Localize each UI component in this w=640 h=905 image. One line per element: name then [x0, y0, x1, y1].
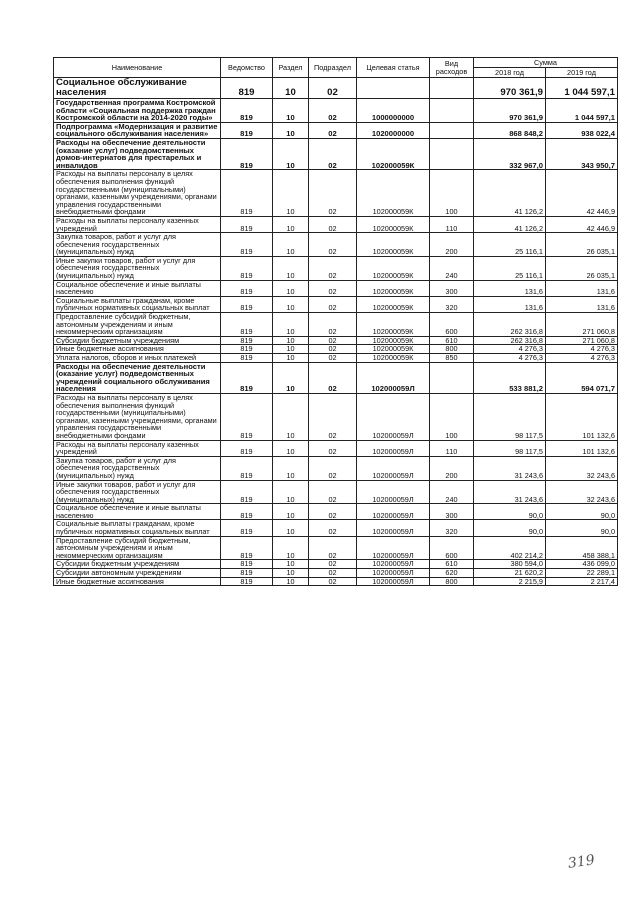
row-section-cell: 10 [273, 456, 309, 480]
row-2019-cell: 26 035,1 [546, 256, 618, 280]
row-target-cell: 102000059К [357, 170, 430, 217]
row-target-cell: 102000059К [357, 296, 430, 312]
row-kind-cell: 320 [430, 296, 474, 312]
row-name-cell: Иные закупки товаров, работ и услуг для обеспечения государственных (муниципальных) нужд [54, 480, 221, 504]
row-kind-cell: 600 [430, 536, 474, 560]
row-2019-cell: 458 388,1 [546, 536, 618, 560]
row-subsection-cell: 02 [309, 78, 357, 99]
row-subsection-cell: 02 [309, 480, 357, 504]
table-row [54, 520, 618, 536]
row-target-cell: 1020000000 [357, 122, 430, 138]
row-name-cell: Расходы на выплаты персоналу в целях обеспечения выполнения функций государственными (муниципальными) органами, казенными учреждениями, органами управления государственными внебюджетными фондами [54, 393, 221, 440]
row-name-cell: Уплата налогов, сборов и иных платежей [54, 354, 221, 363]
row-kind-cell: 620 [430, 569, 474, 578]
row-dept-cell: 819 [221, 520, 273, 536]
row-name-cell: Социальные выплаты гражданам, кроме публичных нормативных социальных выплат [54, 296, 221, 312]
row-2019-cell: 436 099,0 [546, 560, 618, 569]
row-target-cell: 102000059К [357, 280, 430, 296]
row-2019-cell: 271 060,8 [546, 313, 618, 337]
row-target-cell: 102000059Л [357, 480, 430, 504]
row-subsection-cell: 02 [309, 569, 357, 578]
row-subsection-cell: 02 [309, 256, 357, 280]
col-2018-header: 2018 год [474, 68, 546, 78]
table-row [54, 233, 618, 257]
table-row [54, 504, 618, 520]
row-subsection-cell: 02 [309, 296, 357, 312]
row-dept-cell: 819 [221, 138, 273, 169]
row-2019-cell: 131,6 [546, 280, 618, 296]
table-row [54, 536, 618, 560]
row-kind-cell: 300 [430, 504, 474, 520]
row-section-cell: 10 [273, 256, 309, 280]
row-target-cell: 102000059К [357, 313, 430, 337]
row-name-cell: Иные бюджетные ассигнования [54, 345, 221, 354]
row-target-cell: 102000059Л [357, 577, 430, 586]
row-dept-cell: 819 [221, 99, 273, 123]
row-dept-cell: 819 [221, 456, 273, 480]
row-2018-cell: 4 276,3 [474, 345, 546, 354]
col-name-header: Наименование [54, 58, 221, 78]
row-subsection-cell: 02 [309, 122, 357, 138]
row-2018-cell: 41 126,2 [474, 170, 546, 217]
row-target-cell: 102000059Л [357, 504, 430, 520]
row-subsection-cell: 02 [309, 138, 357, 169]
col-subsection-header: Подраздел [309, 58, 357, 78]
row-kind-cell: 200 [430, 456, 474, 480]
row-kind-cell: 610 [430, 336, 474, 345]
row-subsection-cell: 02 [309, 560, 357, 569]
row-2019-cell: 90,0 [546, 520, 618, 536]
row-section-cell: 10 [273, 216, 309, 232]
row-dept-cell: 819 [221, 504, 273, 520]
row-2019-cell: 22 289,1 [546, 569, 618, 578]
row-name-cell: Иные закупки товаров, работ и услуг для обеспечения государственных (муниципальных) нужд [54, 256, 221, 280]
row-name-cell: Государственная программа Костромской области «Социальная поддержка граждан Костромской области на 2014-2020 годы» [54, 99, 221, 123]
col-target-header: Целевая статья [357, 58, 430, 78]
row-subsection-cell: 02 [309, 170, 357, 217]
row-target-cell: 1000000000 [357, 99, 430, 123]
row-dept-cell: 819 [221, 78, 273, 99]
row-kind-cell: 100 [430, 393, 474, 440]
row-2019-cell: 101 132,6 [546, 393, 618, 440]
row-dept-cell: 819 [221, 440, 273, 456]
row-dept-cell: 819 [221, 480, 273, 504]
row-section-cell: 10 [273, 296, 309, 312]
row-section-cell: 10 [273, 280, 309, 296]
row-target-cell: 102000059К [357, 233, 430, 257]
row-2018-cell: 21 620,2 [474, 569, 546, 578]
row-2019-cell: 271 060,8 [546, 336, 618, 345]
row-section-cell: 10 [273, 480, 309, 504]
row-2019-cell: 101 132,6 [546, 440, 618, 456]
table-row [54, 216, 618, 232]
row-name-cell: Закупка товаров, работ и услуг для обеспечения государственных (муниципальных) нужд [54, 456, 221, 480]
row-section-cell: 10 [273, 354, 309, 363]
row-name-cell: Социальное обслуживание населения [54, 78, 221, 99]
row-target-cell: 102000059К [357, 138, 430, 169]
row-kind-cell [430, 362, 474, 393]
row-section-cell: 10 [273, 138, 309, 169]
row-kind-cell: 800 [430, 345, 474, 354]
row-section-cell: 10 [273, 99, 309, 123]
row-2019-cell: 32 243,6 [546, 456, 618, 480]
row-section-cell: 10 [273, 122, 309, 138]
row-kind-cell: 300 [430, 280, 474, 296]
row-kind-cell: 240 [430, 480, 474, 504]
row-dept-cell: 819 [221, 233, 273, 257]
row-section-cell: 10 [273, 313, 309, 337]
row-name-cell: Предоставление субсидий бюджетным, автономным учреждениям и иным некоммерческим организациям [54, 536, 221, 560]
row-subsection-cell: 02 [309, 393, 357, 440]
row-2019-cell: 4 276,3 [546, 345, 618, 354]
table-row [54, 256, 618, 280]
row-2018-cell: 98 117,5 [474, 393, 546, 440]
row-section-cell: 10 [273, 362, 309, 393]
row-2019-cell: 938 022,4 [546, 122, 618, 138]
row-dept-cell: 819 [221, 569, 273, 578]
row-section-cell: 10 [273, 577, 309, 586]
table-header [54, 58, 618, 78]
budget-table [53, 57, 618, 586]
table-row [54, 456, 618, 480]
row-kind-cell [430, 138, 474, 169]
row-kind-cell [430, 122, 474, 138]
row-section-cell: 10 [273, 170, 309, 217]
table-row [54, 122, 618, 138]
row-name-cell: Подпрограмма «Модернизация и развитие социального обслуживания населения» [54, 122, 221, 138]
row-subsection-cell: 02 [309, 520, 357, 536]
row-2018-cell: 31 243,6 [474, 480, 546, 504]
row-2018-cell: 90,0 [474, 520, 546, 536]
row-target-cell: 102000059К [357, 345, 430, 354]
row-section-cell: 10 [273, 536, 309, 560]
row-target-cell: 102000059Л [357, 362, 430, 393]
table-row [54, 78, 618, 99]
row-target-cell: 102000059Л [357, 440, 430, 456]
row-name-cell: Социальные выплаты гражданам, кроме публичных нормативных социальных выплат [54, 520, 221, 536]
table-row [54, 393, 618, 440]
row-target-cell: 102000059Л [357, 536, 430, 560]
row-section-cell: 10 [273, 569, 309, 578]
row-dept-cell: 819 [221, 536, 273, 560]
row-name-cell: Иные бюджетные ассигнования [54, 577, 221, 586]
row-target-cell: 102000059Л [357, 456, 430, 480]
row-section-cell: 10 [273, 504, 309, 520]
row-kind-cell: 110 [430, 216, 474, 232]
table-row [54, 280, 618, 296]
row-target-cell [357, 78, 430, 99]
row-2019-cell: 131,6 [546, 296, 618, 312]
row-name-cell: Социальное обеспечение и иные выплаты населению [54, 504, 221, 520]
row-kind-cell: 240 [430, 256, 474, 280]
table-row [54, 354, 618, 363]
budget-page [53, 57, 617, 586]
row-name-cell: Расходы на выплаты персоналу казенных учреждений [54, 216, 221, 232]
row-2019-cell: 32 243,6 [546, 480, 618, 504]
row-dept-cell: 819 [221, 256, 273, 280]
row-2018-cell: 2 215,9 [474, 577, 546, 586]
row-name-cell: Субсидии бюджетным учреждениям [54, 336, 221, 345]
row-section-cell: 10 [273, 440, 309, 456]
row-dept-cell: 819 [221, 296, 273, 312]
row-2019-cell: 1 044 597,1 [546, 78, 618, 99]
row-dept-cell: 819 [221, 560, 273, 569]
row-2019-cell: 1 044 597,1 [546, 99, 618, 123]
row-2018-cell: 41 126,2 [474, 216, 546, 232]
table-row [54, 480, 618, 504]
row-2018-cell: 25 116,1 [474, 233, 546, 257]
row-section-cell: 10 [273, 345, 309, 354]
row-2018-cell: 868 848,2 [474, 122, 546, 138]
row-name-cell: Расходы на обеспечение деятельности (оказание услуг) подведомственных домов-интернатов для престарелых и инвалидов [54, 138, 221, 169]
col-dept-header: Ведомство [221, 58, 273, 78]
row-2019-cell: 26 035,1 [546, 233, 618, 257]
row-kind-cell [430, 99, 474, 123]
row-subsection-cell: 02 [309, 216, 357, 232]
row-section-cell: 10 [273, 520, 309, 536]
row-kind-cell: 200 [430, 233, 474, 257]
row-target-cell: 102000059К [357, 336, 430, 345]
row-2018-cell: 533 881,2 [474, 362, 546, 393]
row-subsection-cell: 02 [309, 362, 357, 393]
row-2018-cell: 131,6 [474, 280, 546, 296]
row-2018-cell: 970 361,9 [474, 78, 546, 99]
row-kind-cell: 610 [430, 560, 474, 569]
row-2019-cell: 4 276,3 [546, 354, 618, 363]
row-dept-cell: 819 [221, 362, 273, 393]
row-name-cell: Субсидии бюджетным учреждениям [54, 560, 221, 569]
table-row [54, 569, 618, 578]
row-dept-cell: 819 [221, 313, 273, 337]
row-target-cell: 102000059К [357, 216, 430, 232]
row-subsection-cell: 02 [309, 440, 357, 456]
page-number: 319 [567, 852, 596, 872]
row-2019-cell: 2 217,4 [546, 577, 618, 586]
row-dept-cell: 819 [221, 577, 273, 586]
row-2018-cell: 332 967,0 [474, 138, 546, 169]
col-2019-header: 2019 год [546, 68, 618, 78]
row-subsection-cell: 02 [309, 233, 357, 257]
row-section-cell: 10 [273, 393, 309, 440]
row-subsection-cell: 02 [309, 354, 357, 363]
row-kind-cell: 110 [430, 440, 474, 456]
table-row [54, 99, 618, 123]
row-subsection-cell: 02 [309, 313, 357, 337]
row-section-cell: 10 [273, 78, 309, 99]
row-subsection-cell: 02 [309, 280, 357, 296]
row-name-cell: Субсидии автономным учреждениям [54, 569, 221, 578]
row-2018-cell: 970 361,9 [474, 99, 546, 123]
row-dept-cell: 819 [221, 393, 273, 440]
row-target-cell: 102000059К [357, 256, 430, 280]
row-subsection-cell: 02 [309, 336, 357, 345]
table-row [54, 440, 618, 456]
row-subsection-cell: 02 [309, 504, 357, 520]
row-subsection-cell: 02 [309, 345, 357, 354]
row-2018-cell: 4 276,3 [474, 354, 546, 363]
row-subsection-cell: 02 [309, 99, 357, 123]
row-target-cell: 102000059Л [357, 560, 430, 569]
row-dept-cell: 819 [221, 345, 273, 354]
row-section-cell: 10 [273, 560, 309, 569]
table-row [54, 138, 618, 169]
table-row [54, 362, 618, 393]
row-section-cell: 10 [273, 336, 309, 345]
row-kind-cell: 100 [430, 170, 474, 217]
row-target-cell: 102000059Л [357, 520, 430, 536]
row-name-cell: Предоставление субсидий бюджетным, автономным учреждениям и иным некоммерческим организациям [54, 313, 221, 337]
row-2018-cell: 25 116,1 [474, 256, 546, 280]
col-kind-header: Вид расходов [430, 58, 474, 78]
row-dept-cell: 819 [221, 216, 273, 232]
row-2019-cell: 90,0 [546, 504, 618, 520]
row-2018-cell: 31 243,6 [474, 456, 546, 480]
row-name-cell: Закупка товаров, работ и услуг для обеспечения государственных (муниципальных) нужд [54, 233, 221, 257]
col-section-header: Раздел [273, 58, 309, 78]
row-kind-cell: 850 [430, 354, 474, 363]
row-section-cell: 10 [273, 233, 309, 257]
table-row [54, 577, 618, 586]
row-2018-cell: 402 214,2 [474, 536, 546, 560]
table-row [54, 296, 618, 312]
row-kind-cell: 600 [430, 313, 474, 337]
row-dept-cell: 819 [221, 280, 273, 296]
row-2019-cell: 42 446,9 [546, 170, 618, 217]
row-name-cell: Расходы на выплаты персоналу казенных учреждений [54, 440, 221, 456]
row-2018-cell: 90,0 [474, 504, 546, 520]
row-target-cell: 102000059Л [357, 569, 430, 578]
row-name-cell: Расходы на обеспечение деятельности (оказание услуг) подведомственных учреждений социального обслуживания населения [54, 362, 221, 393]
row-name-cell: Социальное обеспечение и иные выплаты населению [54, 280, 221, 296]
row-kind-cell [430, 78, 474, 99]
row-name-cell: Расходы на выплаты персоналу в целях обеспечения выполнения функций государственными (муниципальными) органами, казенными учреждениями, органами управления государственными внебюджетными фондами [54, 170, 221, 217]
row-2019-cell: 594 071,7 [546, 362, 618, 393]
row-subsection-cell: 02 [309, 536, 357, 560]
row-2019-cell: 42 446,9 [546, 216, 618, 232]
row-2018-cell: 262 316,8 [474, 336, 546, 345]
row-dept-cell: 819 [221, 170, 273, 217]
table-body [54, 78, 618, 586]
row-subsection-cell: 02 [309, 456, 357, 480]
row-kind-cell: 800 [430, 577, 474, 586]
row-dept-cell: 819 [221, 354, 273, 363]
table-row [54, 313, 618, 337]
row-dept-cell: 819 [221, 336, 273, 345]
table-row [54, 170, 618, 217]
row-2018-cell: 131,6 [474, 296, 546, 312]
row-kind-cell: 320 [430, 520, 474, 536]
row-dept-cell: 819 [221, 122, 273, 138]
row-2019-cell: 343 950,7 [546, 138, 618, 169]
row-2018-cell: 262 316,8 [474, 313, 546, 337]
row-subsection-cell: 02 [309, 577, 357, 586]
col-sum-header: Сумма [474, 58, 618, 68]
row-target-cell: 102000059Л [357, 393, 430, 440]
row-2018-cell: 380 594,0 [474, 560, 546, 569]
row-2018-cell: 98 117,5 [474, 440, 546, 456]
row-target-cell: 102000059К [357, 354, 430, 363]
